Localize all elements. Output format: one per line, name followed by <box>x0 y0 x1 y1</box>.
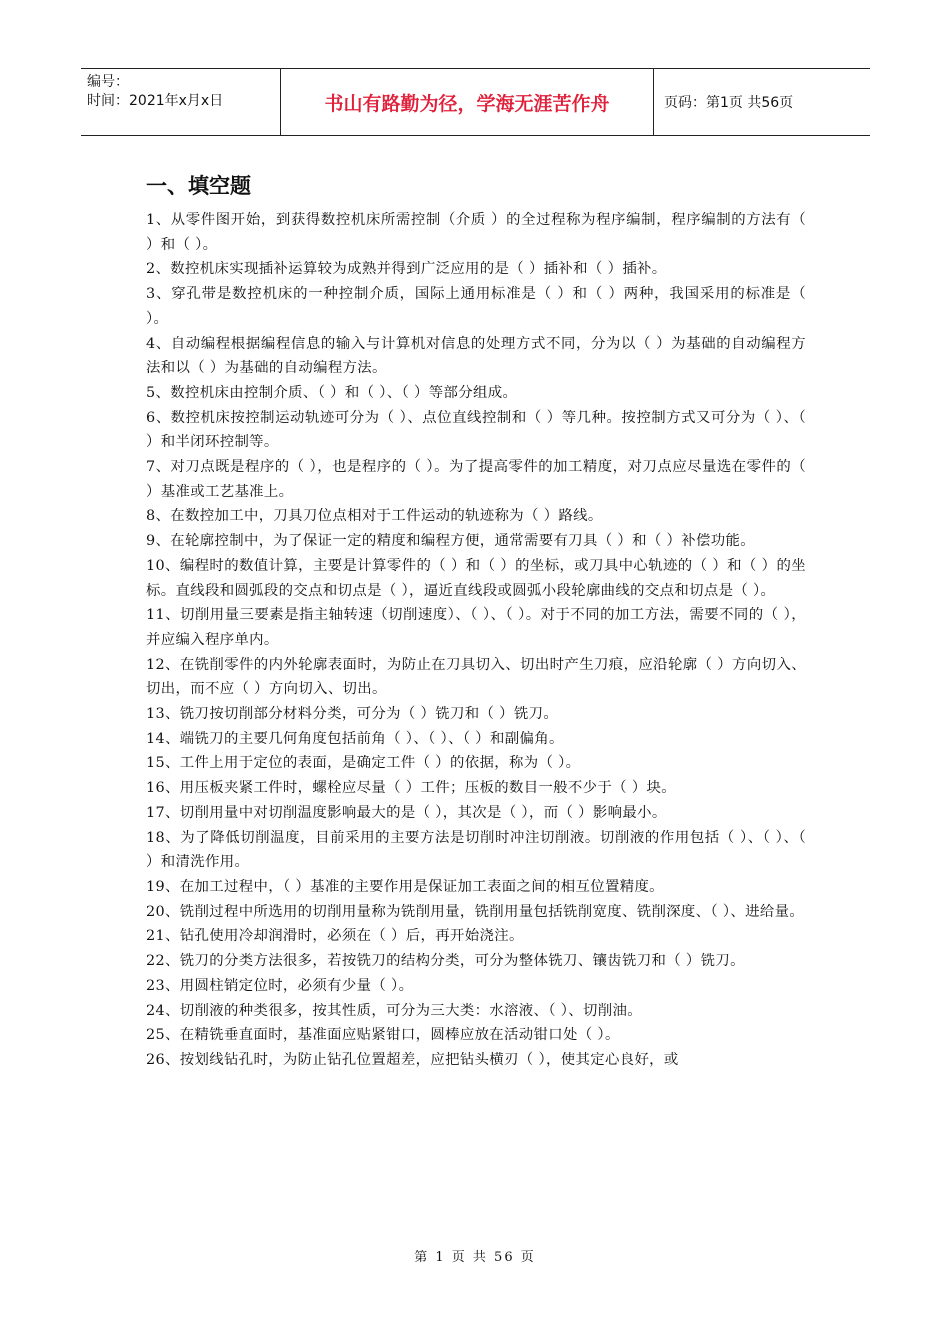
question-item: 23、用圆柱销定位时，必须有少量（ ）。 <box>146 977 414 994</box>
question-item: 20、铣削过程中所选用的切削用量称为铣削用量，铣削用量包括铣削宽度、铣削深度、（ ）、进给量。 <box>146 903 805 920</box>
page-footer: 第 1 页 共 56 页 <box>414 1250 536 1265</box>
question-item: 13、铣刀按切削部分材料分类，可分为（ ）铣刀和（ ）铣刀。 <box>146 706 559 723</box>
question-item: 2、数控机床实现插补运算较为成熟并得到广泛应用的是（ ）插补和（ ）插补。 <box>146 261 667 278</box>
question-item: 7、对刀点既是程序的（ ），也是程序的（ ）。为了提高零件的加工精度，对刀点应尽量选在零件的（ ）基准或工艺基准上。 <box>146 459 806 500</box>
question-item: 6、数控机床按控制运动轨迹可分为（ ）、点位直线控制和（ ）等几种。按控制方式又可分为（ ）、（ ）和半闭环控制等。 <box>146 409 806 451</box>
question-item: 8、在数控加工中，刀具刀位点相对于工件运动的轨迹称为（ ）路线。 <box>146 508 603 525</box>
question-item: 12、在铣削零件的内外轮廓表面时，为防止在刀具切入、切出时产生刀痕，应沿轮廓（ ）方向切入、切出，而不应（ ）方向切入、切出。 <box>146 656 806 698</box>
header-meta <box>81 69 281 135</box>
question-item: 22、铣刀的分类方法很多，若按铣刀的结构分类，可分为整体铣刀、镶齿铣刀和（ ）铣刀。 <box>146 953 745 970</box>
question-item: 18、为了降低切削温度，目前采用的主要方法是切削时冲注切削液。切削液的作用包括（ ）、（ ）、（ ）和清洗作用。 <box>146 829 806 871</box>
question-item: 24、切削液的种类很多，按其性质，可分为三大类：水溶液、（ ）、切削油。 <box>146 1002 642 1019</box>
question-item: 4、自动编程根据编程信息的输入与计算机对信息的处理方式不同，分为以（ ）为基础的自动编程方法和以（ ）为基础的自动编程方法。 <box>146 335 806 377</box>
date-label: 时间：2021年x月x日 <box>87 93 224 109</box>
question-item: 19、在加工过程中，（ ）基准的主要作用是保证加工表面之间的相互位置精度。 <box>146 878 664 895</box>
question-item: 14、端铣刀的主要几何角度包括前角（ ）、（ ）、（ ）和副偏角。 <box>146 730 564 747</box>
question-item: 10、编程时的数值计算，主要是计算零件的（ ）和（ ）的坐标，或刀具中心轨迹的（ ）和（ ）的坐标。直线段和圆弧段的交点和切点是（ ），逼近直线段或圆弧小段轮廓曲线的交点和切点是（ ）。 <box>146 557 806 599</box>
section-title: 一、填空题 <box>146 174 251 198</box>
question-item: 5、数控机床由控制介质、（ ）和（ ）、（ ）等部分组成。 <box>146 384 518 401</box>
header-motto: 书山有路勤为径，学海无涯苦作舟 <box>281 69 654 135</box>
question-item: 17、切削用量中对切削温度影响最大的是（ ），其次是（ ），而（ ）影响最小。 <box>146 804 667 821</box>
question-item: 1、从零件图开始，到获得数控机床所需控制（介质 ）的全过程称为程序编制，程序编制的方法有（ ）和（ ）。 <box>146 212 806 253</box>
page-header <box>81 68 870 136</box>
question-list <box>146 208 806 1073</box>
question-item: 11、切削用量三要素是指主轴转速（切削速度）、（ ）、（ ）。对于不同的加工方法，需要不同的（ ），并应编入程序单内。 <box>146 607 806 648</box>
question-item: 9、在轮廓控制中，为了保证一定的精度和编程方便，通常需要有刀具（ ）和（ ）补偿功能。 <box>146 533 755 550</box>
question-item: 16、用压板夹紧工件时，螺栓应尽量（ ）工件；压板的数目一般不少于（ ）块。 <box>146 780 677 797</box>
question-item: 25、在精铣垂直面时，基准面应贴紧钳口，圆棒应放在活动钳口处（ ）。 <box>146 1027 620 1044</box>
question-item: 26、按划线钻孔时，为防止钻孔位置超差，应把钻头横刃（ ），使其定心良好，或 <box>146 1051 679 1068</box>
header-page-info: 页码：第1页 共56页 <box>664 95 794 111</box>
question-item: 15、工件上用于定位的表面，是确定工件（ ）的依据，称为（ ）。 <box>146 755 581 772</box>
question-item: 3、穿孔带是数控机床的一种控制介质，国际上通用标准是（ ）和（ ）两种，我国采用的标准是（ ）。 <box>146 286 806 327</box>
serial-label: 编号： <box>87 74 129 90</box>
question-item: 21、钻孔使用冷却润滑时，必须在（ ）后，再开始浇注。 <box>146 928 524 945</box>
